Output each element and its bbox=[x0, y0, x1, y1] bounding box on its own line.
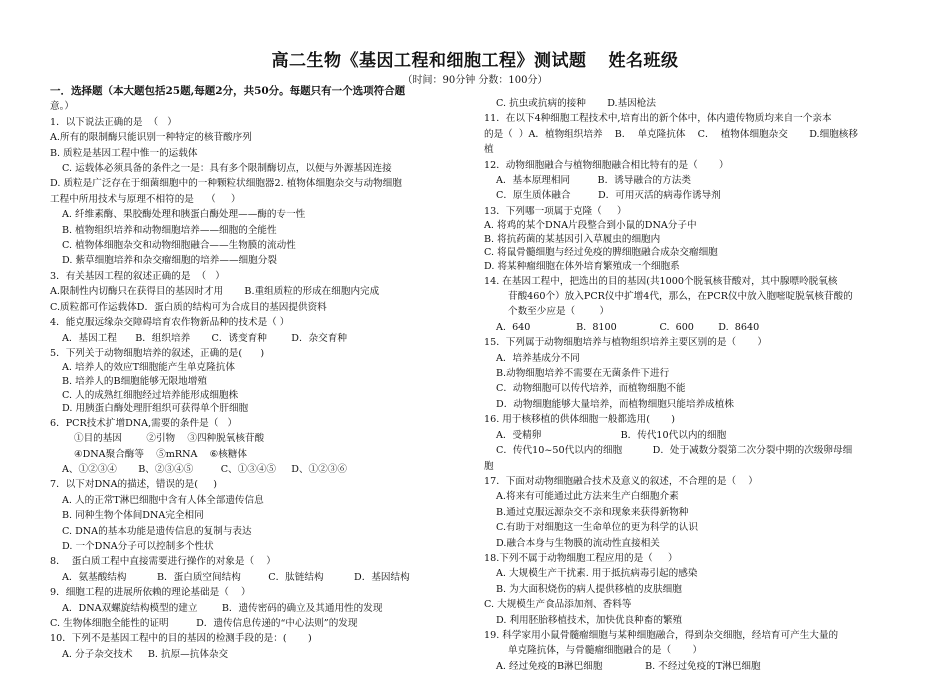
text-line: A、①②③④ B、②③④⑤ C、①③④⑤ D、①②③⑥ bbox=[62, 463, 347, 475]
text-line: D. 将某种瘤细胞在体外培育繁殖成一个细胞系 bbox=[484, 261, 680, 273]
text-line: D. 质粒是广泛存在于细菌细胞中的一种颗粒状细胞器2. 植物体细胞杂交与动物细胞 bbox=[50, 178, 402, 190]
text-line: B. 质粒是基因工程中惟一的运载体 bbox=[50, 147, 198, 159]
text-line: A．培养基成分不同 bbox=[496, 352, 580, 364]
text-line: 胞 bbox=[484, 460, 494, 472]
text-line: A. 纤维素酶、果胶酶处理和胰蛋白酶处理——酶的专一性 bbox=[62, 209, 306, 221]
text-line: A．DNA双螺旋结构模型的建立 B．遗传密码的确立及其通用性的发现 bbox=[62, 602, 383, 614]
text-line: C. 将鼠骨髓细胞与经过免疫的脾细胞融合成杂交瘤细胞 bbox=[484, 247, 718, 259]
text-line: C．原生质体融合 D．可用灭活的病毒作诱导剂 bbox=[496, 190, 721, 202]
text-line: B. 培养人的B细胞能够无限地增殖 bbox=[62, 375, 207, 387]
text-line: D. 一个DNA分子可以控制多个性状 bbox=[62, 540, 214, 552]
text-line: 12．动物细胞融合与植物细胞融合相比特有的是（ ） bbox=[484, 159, 729, 171]
text-line: B. 植物组织培养和动物细胞培养——细胞的全能性 bbox=[62, 224, 277, 236]
text-line: 意。） bbox=[50, 101, 74, 113]
text-line: 个数至少应是（ ） bbox=[508, 306, 610, 318]
text-line: A.所有的限制酶只能识别一种特定的核苷酸序列 bbox=[50, 132, 252, 144]
page-title bbox=[0, 46, 950, 71]
text-line: ④DNA聚合酶等 ⑤mRNA ⑥核糖体 bbox=[74, 448, 248, 460]
text-line: C．动物细胞可以传代培养，而植物细胞不能 bbox=[496, 383, 686, 395]
text-line: A. 大规模生产干扰素. 用于抵抗病毒引起的感染 bbox=[496, 568, 698, 580]
text-line: C. 抗虫或抗病的接种 D.基因枪法 bbox=[496, 98, 656, 109]
text-line: D. 利用胚胎移植技术，加快优良种畜的繁殖 bbox=[496, 614, 683, 626]
text-line: C．传代10~50代以内的细胞 D．处于减数分裂第二次分裂中期的次级卵母细 bbox=[496, 445, 853, 457]
text-line: 3．有关基因工程的叙述正确的是 （ ） bbox=[50, 270, 225, 282]
text-line: 9．细胞工程的进展所依赖的理论基础是（ ） bbox=[50, 587, 251, 599]
text-line: C. DNA的基本功能是遗传信息的复制与表达 bbox=[62, 525, 252, 537]
text-line: B.动物细胞培养不需要在无菌条件下进行 bbox=[496, 368, 670, 380]
text-line: A. 分子杂交技术 B. 抗原—抗体杂交 bbox=[62, 648, 229, 660]
text-line: 4．能克服远缘杂交障碍培育农作物新品种的技术是（ ） bbox=[50, 317, 290, 329]
text-line: A. 将鸡的某个DNA片段整合到小鼠的DNA分子中 bbox=[484, 220, 697, 232]
text-line: 16. 用于核移植的供体细胞一般都选用( ) bbox=[484, 414, 676, 426]
text-line: A．基本原理相同 B．诱导融合的方法类 bbox=[496, 175, 691, 187]
text-line: B.通过克服远源杂交不亲和现象来获得新物种 bbox=[496, 506, 689, 518]
text-line: C. 生物体细胞全能性的证明 D．遗传信息传递的“中心法则”的发现 bbox=[50, 617, 358, 629]
text-line: 8． 蛋白质工程中直接需要进行操作的对象是（ ） bbox=[50, 556, 276, 568]
text-line: 苷酸460个）放入PCR仪中扩增4代，那么，在PCR仪中放入胞嘧啶脱氧核苷酸的 bbox=[508, 291, 853, 303]
name-class-label: 姓名班级 bbox=[608, 51, 679, 71]
text-line: C.有助于对细胞这一生命单位的更为科学的认识 bbox=[496, 522, 698, 534]
text-line: B. 同种生物个体间DNA完全相同 bbox=[62, 510, 204, 522]
text-line: D．动物细胞能够大量培养，而植物细胞只能培养成植株 bbox=[496, 398, 734, 410]
text-line: A．受精卵 B．传代10代以内的细胞 bbox=[496, 429, 727, 441]
text-line: 15．下列属于动物细胞培养与植物组织培养主要区别的是（ ） bbox=[484, 337, 767, 349]
exam-title: 高二生物《基因工程和细胞工程》测试题 bbox=[271, 51, 587, 71]
left-column bbox=[50, 84, 475, 662]
text-line: 10．下列不是基因工程中的目的基因的检测手段的是：( ) bbox=[50, 633, 312, 645]
text-line: D. 用胰蛋白酶处理肝组织可获得单个肝细胞 bbox=[62, 403, 249, 415]
exam-subtitle: （时间：90分钟 分数：100分） bbox=[402, 75, 548, 86]
text-line: C. 大规模生产食品添加剂、香料等 bbox=[484, 599, 632, 611]
text-line: A．基因工程 B．组织培养 C．诱变育种 D．杂交育种 bbox=[62, 332, 347, 344]
text-line: C. 人的成熟红细胞经过培养能形成细胞株 bbox=[62, 389, 239, 401]
text-line: A. 人的正常T淋巴细胞中含有人体全部遗传信息 bbox=[62, 494, 264, 506]
text-line: A. 640 B. 8100 C. 600 D. 8640 bbox=[496, 321, 760, 333]
text-line: A.将来有可能通过此方法来生产白细胞介素 bbox=[496, 491, 679, 503]
text-line: 工程中所用技术与原理不相符的是 （ ） bbox=[50, 193, 241, 205]
text-line: ①目的基因 ②引物 ③四种脱氧核苷酸 bbox=[74, 433, 265, 445]
text-line: C. 植物体细胞杂交和动物细胞融合——生物膜的流动性 bbox=[62, 240, 296, 252]
text-line: 1．以下说法正确的是 （ ） bbox=[50, 116, 177, 128]
text-line: 19. 科学家用小鼠骨髓瘤细胞与某种细胞融合，得到杂交细胞，经培育可产生大量的 bbox=[484, 629, 839, 641]
text-line: 14. 在基因工程中，把选出的目的基因(共1000个脱氧核苷酸对，其中腺嘌呤脱氧核 bbox=[484, 275, 838, 287]
right-column bbox=[484, 96, 909, 674]
text-line: C.质粒都可作运载体D．蛋白质的结构可为合成目的基因提供资料 bbox=[50, 301, 327, 313]
text-line: 17．下面对动物细胞融合技术及意义的叙述，不合理的是（ ） bbox=[484, 475, 758, 487]
text-line: D.融合本身与生物膜的流动性直接相关 bbox=[496, 537, 660, 549]
text-line: B. 将抗药菌的某基因引入草履虫的细胞内 bbox=[484, 233, 661, 245]
text-line: A．氨基酸结构 B．蛋白质空间结构 C．肽链结构 D．基因结构 bbox=[62, 571, 410, 583]
text-line: 6．PCR技术扩增DNA,需要的条件是（ ） bbox=[50, 417, 238, 429]
text-line: A. 培养人的效应T细胞能产生单克隆抗体 bbox=[62, 362, 235, 374]
text-line: 的是（ ）A．植物组织培养 B． 单克隆抗体 C． 植物体细胞杂交 D.细胞核移 bbox=[484, 128, 858, 140]
text-line: C. 运载体必须具备的条件之一是：具有多个限制酶切点，以便与外源基因连接 bbox=[62, 163, 392, 175]
text-line: D. 紫草细胞培养和杂交瘤细胞的培养——细胞分裂 bbox=[62, 255, 277, 267]
text-line: 5．下列关于动物细胞培养的叙述，正确的是( ) bbox=[50, 347, 265, 359]
text-line: 18.下列不属于动物细胞工程应用的是（ ） bbox=[484, 552, 678, 564]
text-line: 7．以下对DNA的描述，错误的是( ) bbox=[50, 479, 217, 491]
text-line: 13．下列哪一项属于克隆（ ） bbox=[484, 205, 627, 217]
text-line: 一．选择题（本大题包括25题,每题2分，共50分。每题只有一个选项符合题 bbox=[50, 85, 406, 97]
text-line: 单克隆抗体，与骨髓瘤细胞融合的是（ ） bbox=[508, 645, 703, 657]
text-line: 植 bbox=[484, 144, 494, 156]
text-line: 11．在以下4种细胞工程技术中,培育出的新个体中，体内遗传物质均来自一个亲本 bbox=[484, 113, 832, 125]
text-line: B. 为大面积烧伤的病人提供移植的皮肤细胞 bbox=[496, 583, 682, 595]
text-line: A.限制性内切酶只在获得目的基因时才用 B.重组质粒的形成在细胞内完成 bbox=[50, 286, 380, 298]
text-line: A. 经过免疫的B淋巴细胞 B. 不经过免疫的T淋巴细胞 bbox=[496, 660, 761, 672]
